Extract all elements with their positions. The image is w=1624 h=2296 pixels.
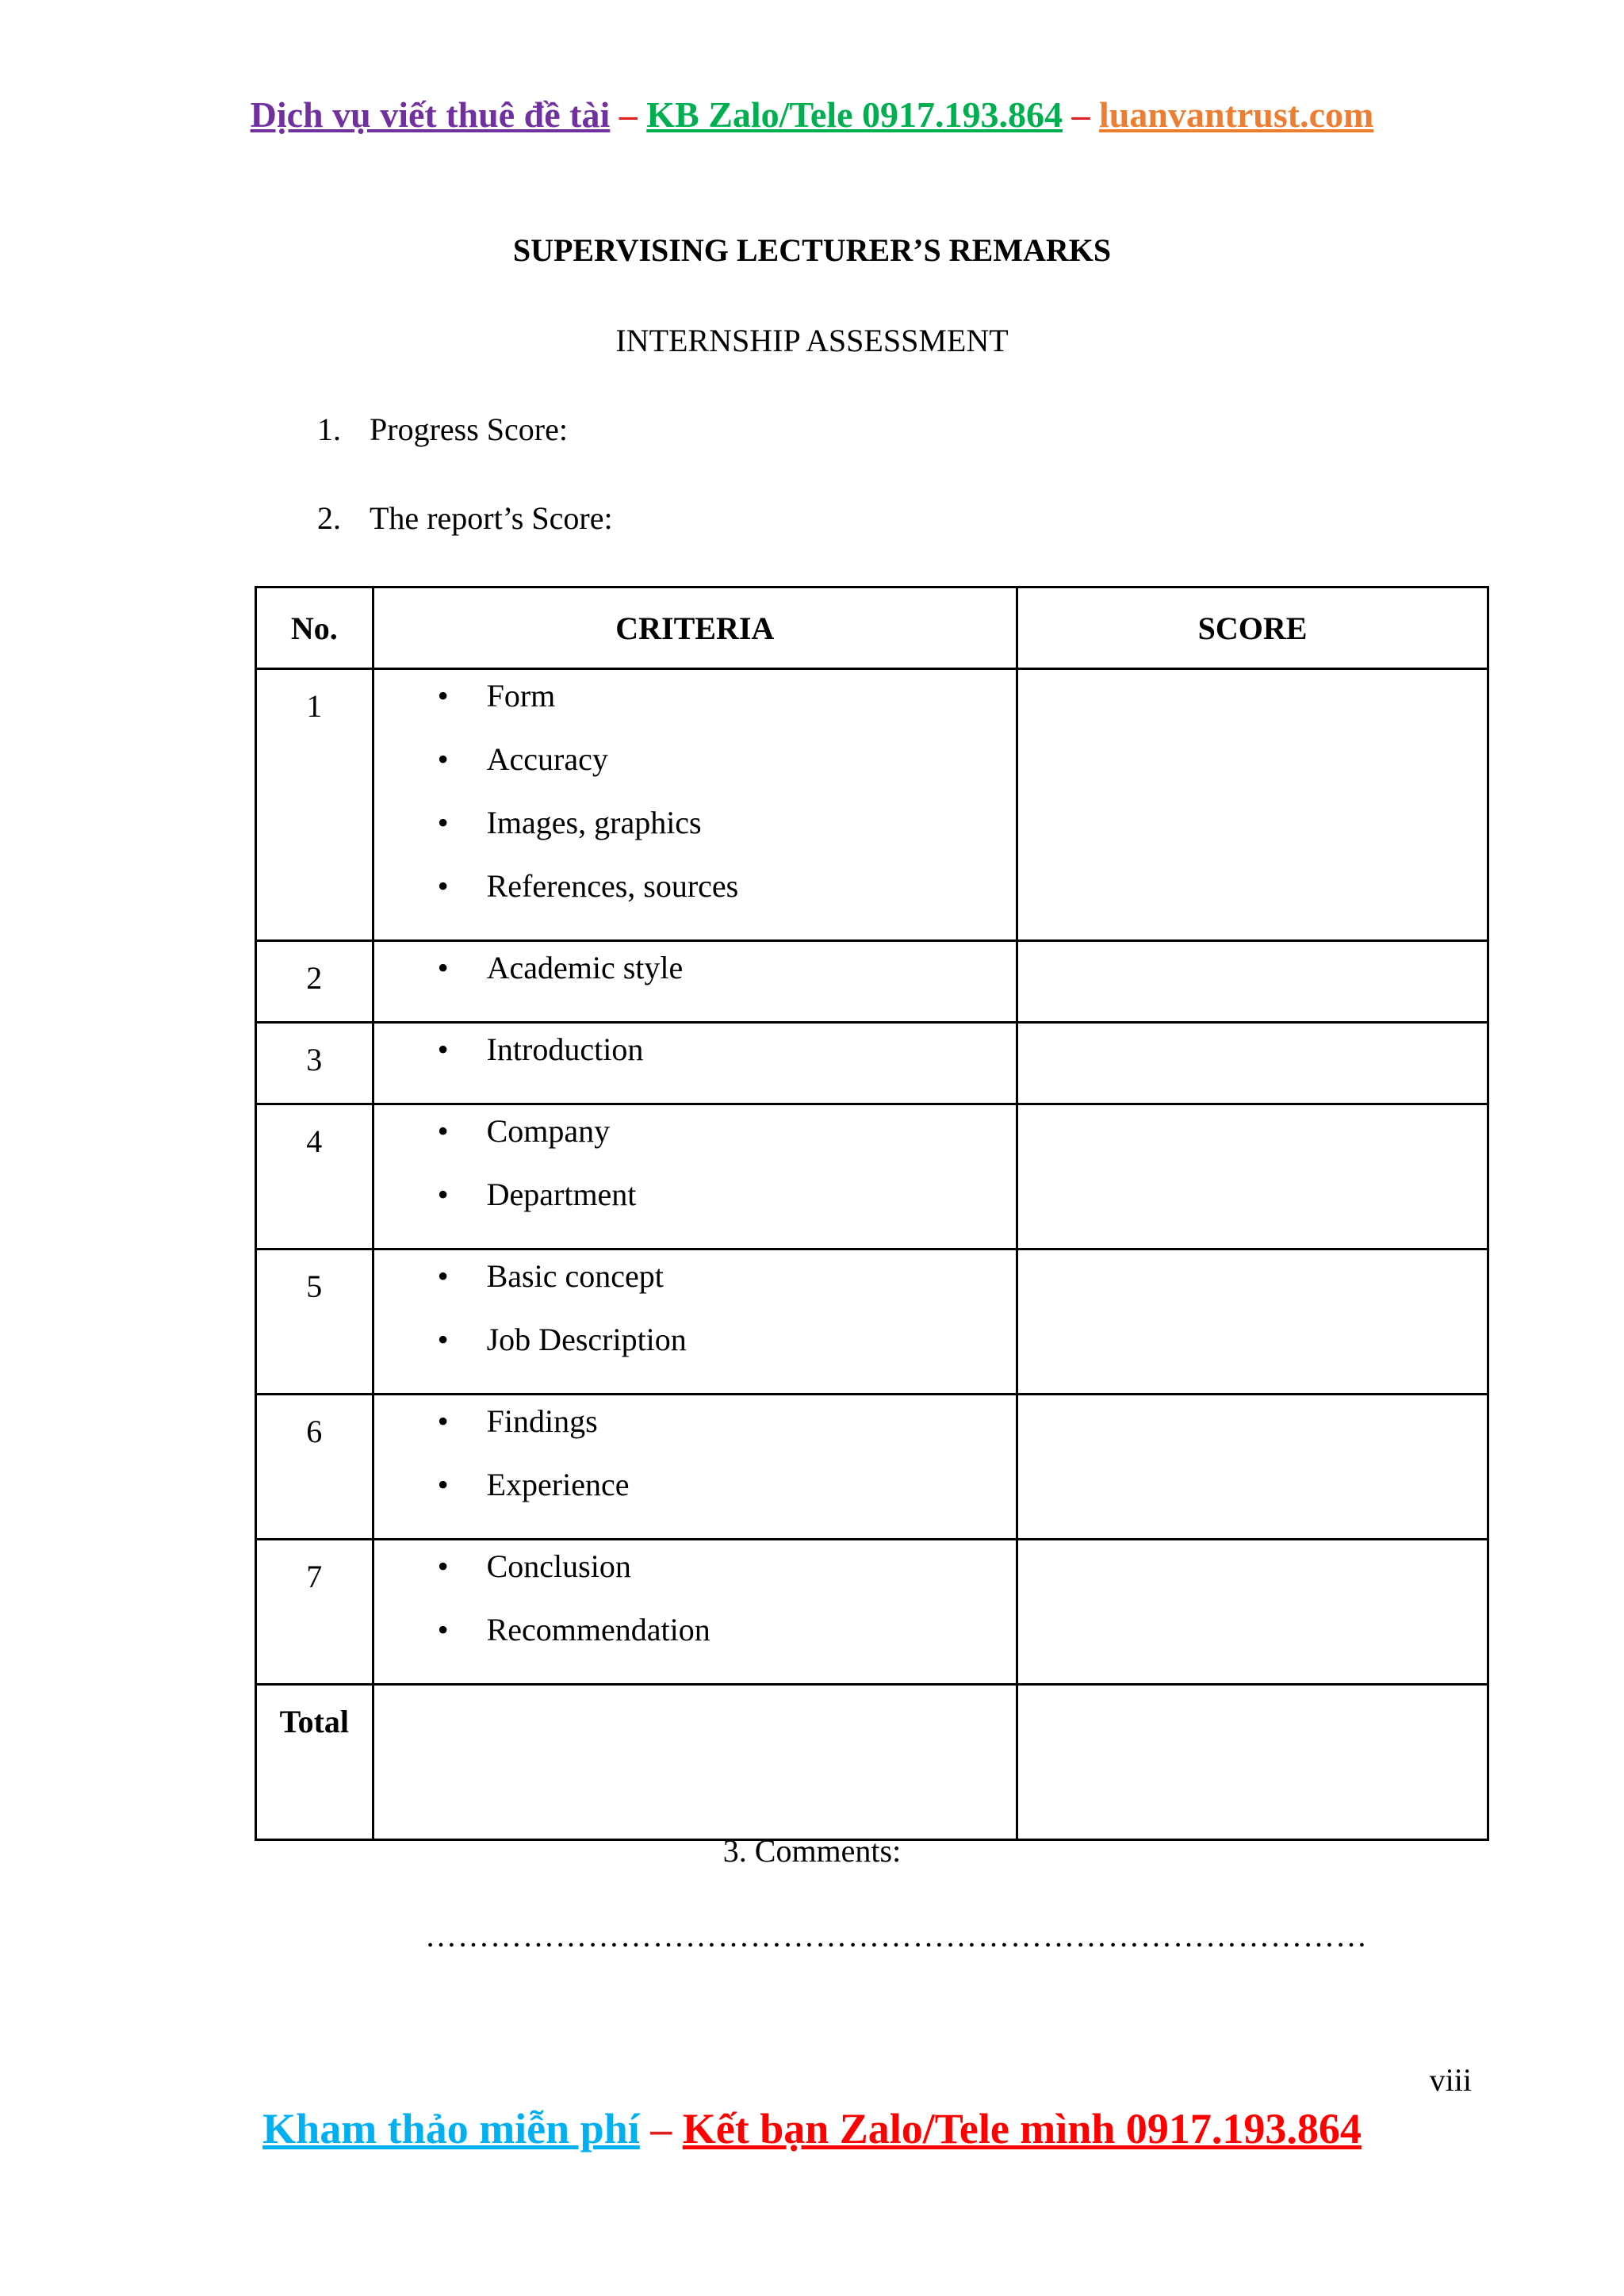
criteria-text: Form	[486, 678, 556, 714]
criteria-cell	[373, 1540, 1017, 1685]
header-criteria: CRITERIA	[373, 587, 1017, 669]
criteria-text: References, sources	[486, 868, 739, 904]
row-number-cell: 3	[256, 1023, 373, 1104]
zalo-contact-link[interactable]: Kết bạn Zalo/Tele mình 0917.193.864	[682, 2105, 1362, 2152]
free-reference-link[interactable]: Kham thảo miễn phí	[262, 2105, 640, 2152]
criteria-cell	[373, 941, 1017, 1023]
report-score-item	[317, 499, 613, 537]
criteria-item	[374, 1320, 1016, 1383]
criteria-list	[374, 670, 1016, 939]
document-subtitle: INTERNSHIP ASSESSMENT	[615, 323, 1009, 358]
score-cell[interactable]	[1017, 669, 1488, 941]
bullet-icon: •	[437, 1403, 449, 1439]
header-score: SCORE	[1017, 587, 1488, 669]
header-promo-line	[0, 94, 1624, 136]
bullet-icon: •	[437, 1467, 449, 1502]
criteria-item	[374, 1465, 1016, 1529]
total-score-cell[interactable]	[1017, 1685, 1488, 1840]
bullet-icon: •	[437, 1177, 449, 1212]
criteria-item	[374, 1257, 1016, 1320]
criteria-table	[255, 586, 1489, 1841]
bullet-icon: •	[437, 1612, 449, 1647]
criteria-cell	[373, 1249, 1017, 1395]
footer-separator: –	[639, 2105, 683, 2152]
bullet-icon: •	[437, 678, 449, 714]
criteria-list	[374, 1540, 1016, 1683]
table-row	[256, 669, 1488, 941]
criteria-list	[374, 1105, 1016, 1248]
row-number-cell: 5	[256, 1249, 373, 1395]
criteria-item	[374, 740, 1016, 803]
criteria-item	[374, 1175, 1016, 1238]
criteria-list	[374, 1024, 1016, 1103]
bullet-icon: •	[437, 868, 449, 904]
bullet-icon: •	[437, 805, 449, 840]
criteria-text: Department	[486, 1177, 637, 1212]
criteria-list	[374, 1250, 1016, 1393]
table-body	[256, 669, 1488, 1840]
total-criteria-cell	[373, 1685, 1017, 1840]
bullet-icon: •	[437, 1113, 449, 1149]
score-cell[interactable]	[1017, 1249, 1488, 1395]
criteria-text: Findings	[486, 1403, 598, 1439]
criteria-item	[374, 1610, 1016, 1674]
criteria-item	[374, 1547, 1016, 1610]
bullet-icon: •	[437, 1322, 449, 1357]
header-no: No.	[256, 587, 373, 669]
comments-dotted-line: ……………………………………………………………………………	[425, 1918, 1368, 1954]
bullet-icon: •	[437, 1258, 449, 1294]
criteria-list	[374, 1395, 1016, 1538]
criteria-text: Conclusion	[486, 1548, 631, 1584]
footer-promo-line	[0, 2104, 1624, 2153]
list-label: The report’s Score:	[370, 500, 613, 536]
score-cell[interactable]	[1017, 1540, 1488, 1685]
criteria-text: Basic concept	[486, 1258, 664, 1294]
criteria-cell	[373, 1395, 1017, 1540]
table-header-row	[256, 587, 1488, 669]
criteria-cell	[373, 669, 1017, 941]
header-separator-2: –	[1063, 94, 1100, 135]
document-title: SUPERVISING LECTURER’S REMARKS	[512, 232, 1112, 268]
criteria-item	[374, 948, 1016, 1012]
header-separator-1: –	[610, 94, 647, 135]
table-row	[256, 1249, 1488, 1395]
table-row	[256, 1023, 1488, 1104]
row-number-cell: 1	[256, 669, 373, 941]
table-row	[256, 1540, 1488, 1685]
score-cell[interactable]	[1017, 1023, 1488, 1104]
criteria-item	[374, 803, 1016, 867]
service-link[interactable]: Dịch vụ viết thuê đề tài	[250, 94, 611, 135]
total-label: Total	[256, 1685, 373, 1840]
list-number: 1.	[317, 411, 341, 447]
criteria-item	[374, 1402, 1016, 1465]
bullet-icon: •	[437, 1548, 449, 1584]
criteria-text: Experience	[486, 1467, 630, 1502]
bullet-icon: •	[437, 741, 449, 777]
total-row	[256, 1685, 1488, 1840]
criteria-text: Introduction	[486, 1031, 644, 1067]
criteria-item	[374, 676, 1016, 740]
score-cell[interactable]	[1017, 1395, 1488, 1540]
row-number-cell: 6	[256, 1395, 373, 1540]
criteria-text: Academic style	[486, 950, 684, 985]
table-row	[256, 1104, 1488, 1249]
row-number-cell: 2	[256, 941, 373, 1023]
row-number-cell: 7	[256, 1540, 373, 1685]
criteria-cell	[373, 1104, 1017, 1249]
criteria-text: Recommendation	[486, 1612, 710, 1647]
criteria-cell	[373, 1023, 1017, 1104]
table-row	[256, 941, 1488, 1023]
criteria-item	[374, 867, 1016, 930]
row-number-cell: 4	[256, 1104, 373, 1249]
score-cell[interactable]	[1017, 941, 1488, 1023]
list-label: Progress Score:	[370, 411, 568, 447]
criteria-text: Accuracy	[486, 741, 608, 777]
criteria-item	[374, 1030, 1016, 1093]
website-link[interactable]: luanvantrust.com	[1099, 94, 1374, 135]
criteria-list	[374, 942, 1016, 1021]
criteria-item	[374, 1112, 1016, 1175]
page-number: viii	[1429, 2062, 1472, 2098]
comments-label: 3. Comments:	[722, 1833, 902, 1869]
contact-link[interactable]: KB Zalo/Tele 0917.193.864	[646, 94, 1063, 135]
criteria-text: Company	[486, 1113, 611, 1149]
table-row	[256, 1395, 1488, 1540]
bullet-icon: •	[437, 1031, 449, 1067]
criteria-text: Job Description	[486, 1322, 687, 1357]
criteria-text: Images, graphics	[486, 805, 702, 840]
progress-score-item	[317, 411, 568, 448]
score-cell[interactable]	[1017, 1104, 1488, 1249]
bullet-icon: •	[437, 950, 449, 985]
list-number: 2.	[317, 500, 341, 536]
